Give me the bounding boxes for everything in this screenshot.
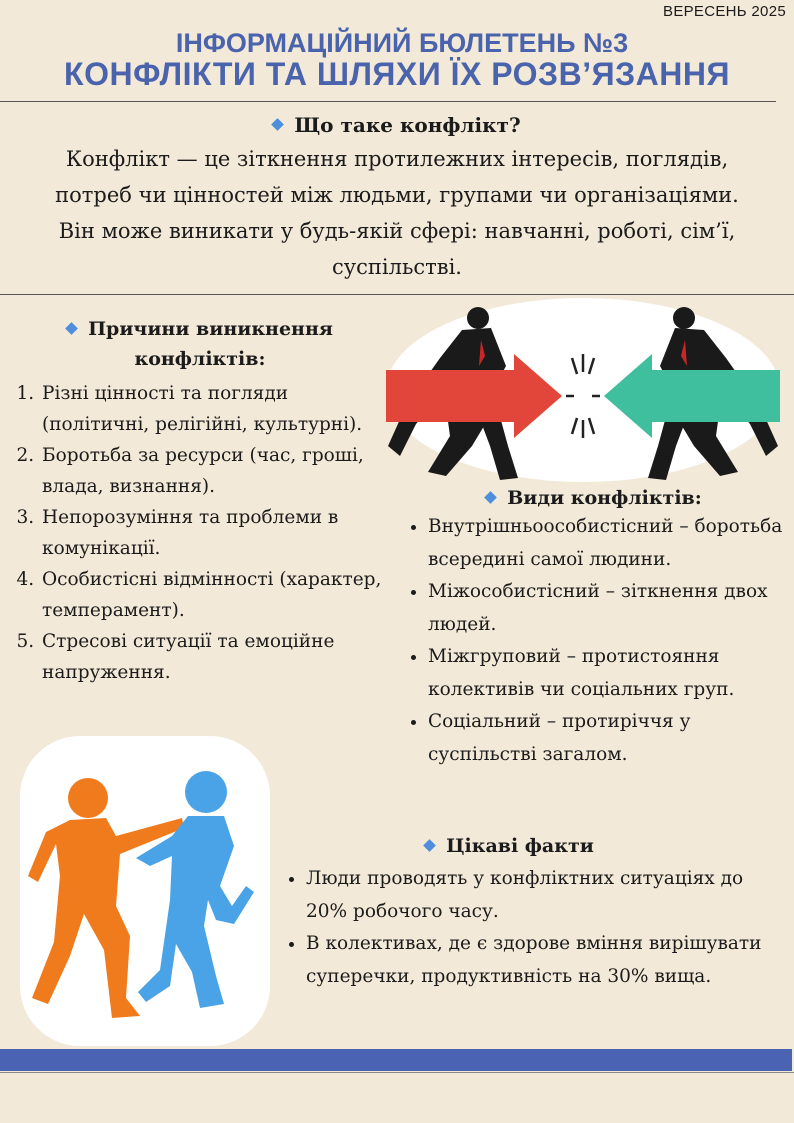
diamond-bullet-icon [484,491,497,504]
arguing-figures-illustration [20,736,270,1046]
list-item: • Соціальний – протиріччя у суспільстві загалом. [428,706,790,771]
intro-heading: Що таке конфлікт? [0,113,794,137]
diamond-bullet-icon [271,118,284,131]
list-item: • В колективах, де є здорове вміння вирішувати суперечки, продуктивність на 30% вища. [306,928,788,993]
intro-text: Конфлікт — це зіткнення протилежних інтересів, поглядів, потреб чи цінностей між людьми, групами чи організаціями. Він може виникати у будь-якій сфері: навчанні, роботі, сім’ї, суспільстві. [55,147,739,279]
header-divider [0,101,776,102]
diamond-bullet-icon [65,322,78,335]
list-item: • Внутрішньоособистісний – боротьба всередині самої людини. [428,511,790,576]
footer-divider [0,1072,794,1073]
intro-section [0,113,794,285]
facts-list [276,863,788,993]
types-list [398,511,790,771]
list-item: • Міжгруповий – протистояння колективів чи соціальних груп. [428,641,790,706]
facts-section [276,835,788,993]
list-item: 3. Непорозуміння та проблеми в комунікації. [40,502,386,564]
causes-heading: Причини виникнення конфліктів: [14,314,386,374]
list-item: 4. Особистісні відмінності (характер, темперамент). [40,564,386,626]
list-item: • Люди проводять у конфліктних ситуаціях до 20% робочого часу. [306,863,788,928]
list-item: 1. Різні цінності та погляди (політичні, релігійні, культурні). [40,378,386,440]
diamond-bullet-icon [423,839,436,852]
types-section [398,487,790,771]
list-item: 2. Боротьба за ресурси (час, гроші, влада, визнання). [40,440,386,502]
bulletin-title: ІНФОРМАЦІЙНИЙ БЮЛЕТЕНЬ №3 [175,28,629,58]
list-item: • Міжособистісний – зіткнення двох людей. [428,576,790,641]
bulletin-subtitle: КОНФЛІКТИ ТА ШЛЯХИ ЇХ РОЗВ’ЯЗАННЯ [64,56,730,92]
facts-heading: Цікаві факти [276,835,788,857]
types-heading: Види конфліктів: [398,487,790,509]
causes-list [14,378,386,688]
businessmen-arrows-illustration [386,296,780,484]
footer-bar [0,1049,792,1071]
intro-divider [0,294,794,295]
issue-date: ВЕРЕСЕНЬ 2025 [663,3,786,20]
causes-section [14,314,386,688]
list-item: 5. Стресові ситуації та емоційне напруження. [40,626,386,688]
